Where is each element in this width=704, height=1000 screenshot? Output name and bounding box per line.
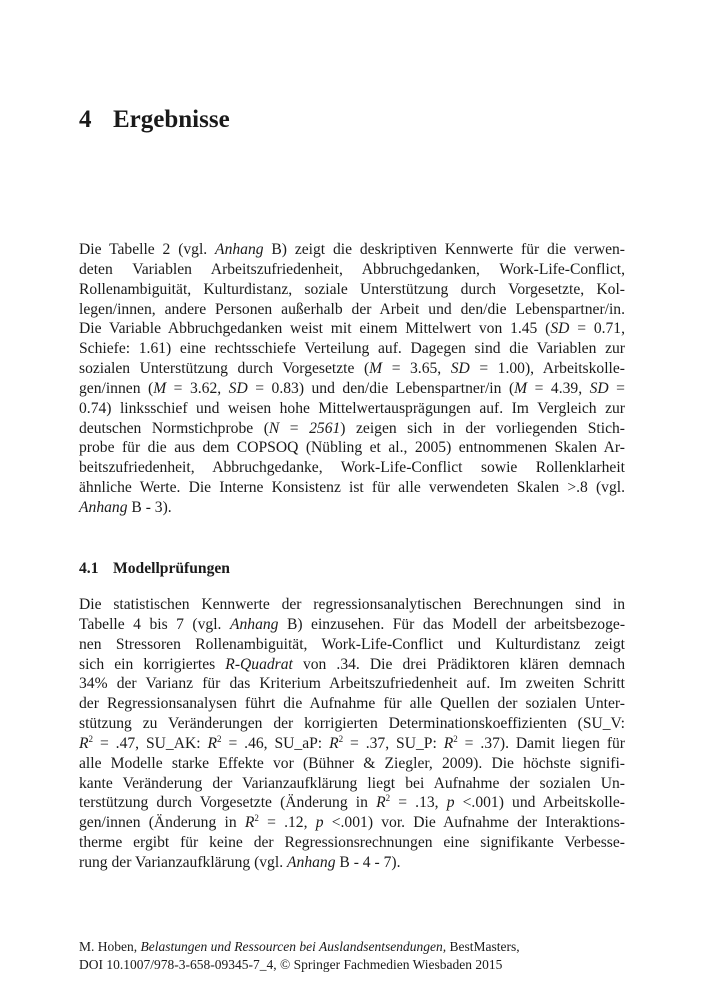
text-line: der Regressionsanalysen führt die Aufnahme für alle Quellen der sozialen Unter-	[79, 695, 625, 713]
chapter-title: Ergebnisse	[113, 106, 230, 133]
text-line: therme ergibt für keine der Regressionsrechnungen eine signifikante Verbesse-	[79, 834, 625, 852]
text-line: deutschen Normstichprobe (N = 2561) zeigen sich in der vorliegenden Stich-	[79, 419, 625, 437]
text-line: Die Tabelle 2 (vgl. Anhang B) zeigt die deskriptiven Kennwerte für die verwen-	[79, 241, 625, 258]
text-line: Die Variable Abbruchgedanken weist mit einem Mittelwert von 1.45 (SD = 0.71,	[79, 320, 626, 338]
text-line: probe für die aus dem COPSOQ (Nübling et al., 2005) entnommenen Skalen Ar-	[79, 439, 625, 457]
section-heading	[79, 560, 230, 578]
text-line: gen/innen (M = 3.62, SD = 0.83) und den/die Lebenspartner/in (M = 4.39, SD =	[79, 379, 625, 397]
text-line: 34% der Varianz für das Kriterium Arbeitszufriedenheit auf. Im zweiten Schritt	[79, 675, 625, 693]
chapter-number: 4	[79, 106, 92, 133]
section-title: Modellprüfungen	[113, 560, 230, 577]
text-line: deten Variablen Arbeitszufriedenheit, Abbruchgedanken, Work-Life-Conflict,	[79, 260, 625, 278]
paragraph-descriptive-stats	[79, 240, 625, 518]
text-line: terstützung durch Vorgesetzte (Änderung in $R^2 = .13$, p <.001) und Arbeitskolle-	[79, 793, 625, 812]
text-line: $R^2 = .47$, SU_AK: $R^2 = .46$, SU_aP: $R^2 = .37$, SU_P: $R^2 = .37$). Damit liegen für	[79, 733, 625, 752]
text-line: DOI 10.1007/978-3-658-09345-7_4, © Springer Fachmedien Wiesbaden 2015	[79, 957, 503, 972]
text-line: 0.74) linksschief und weisen hohe Mittelwertausprägungen auf. Im Vergleich zur	[79, 399, 625, 417]
text-line: rung der Varianzaufklärung (vgl. Anhang B - 4 - 7).	[79, 853, 401, 871]
text-line: Schiefe: 1.61) eine rechtsschiefe Verteilung auf. Dagegen sind die Variablen zur	[79, 340, 625, 358]
text-line: legen/innen, andere Personen außerhalb der Arbeit und den/die Lebenspartner/in.	[79, 300, 625, 318]
text-line: sich ein korrigiertes R-Quadrat von .34. Die drei Prädiktoren klären demnach	[79, 655, 625, 673]
paragraph-model-tests	[79, 595, 625, 873]
text-line: Tabelle 4 bis 7 (vgl. Anhang B) einzusehen. Für das Modell der arbeitsbezoge-	[79, 615, 626, 633]
text-line: ähnliche Werte. Die Interne Konsistenz ist für alle verwendeten Skalen >.8 (vgl.	[79, 479, 625, 497]
text-line: beitszufriedenheit, Abbruchgedanke, Work-Life-Conflict sowie Rollenklarheit	[79, 459, 625, 477]
text-line: kante Veränderung der Varianzaufklärung liegt bei Aufnahme der sozialen Un-	[79, 774, 625, 792]
text-line: Anhang B - 3).	[79, 498, 172, 516]
text-line: stützung zu Veränderungen der korrigierten Determinationskoeffizienten (SU_V:	[79, 715, 625, 733]
footnote-citation	[79, 938, 625, 974]
text-line: nen Stressoren Rollenambiguität, Work-Life-Conflict und Kulturdistanz zeigt	[79, 635, 625, 653]
chapter-heading	[79, 106, 230, 134]
text-line: gen/innen (Änderung in $R^2 = .12$, p <.001) vor. Die Aufnahme der Interaktions-	[79, 813, 625, 832]
text-line: Die statistischen Kennwerte der regressionsanalytischen Berechnungen sind in	[79, 596, 625, 613]
section-number: 4.1	[79, 560, 99, 577]
text-line: M. Hoben, Belastungen und Ressourcen bei Auslandsentsendungen, BestMasters,	[79, 939, 520, 954]
text-line: Rollenambiguität, Kulturdistanz, soziale Unterstützung durch Vorgesetzte, Kol-	[79, 280, 625, 298]
text-line: alle Modelle starke Effekte vor (Bühner & Ziegler, 2009). Die höchste signifi-	[79, 754, 625, 772]
text-line: sozialen Unterstützung durch Vorgesetzte (M = 3.65, SD = 1.00), Arbeitskolle-	[79, 360, 625, 378]
